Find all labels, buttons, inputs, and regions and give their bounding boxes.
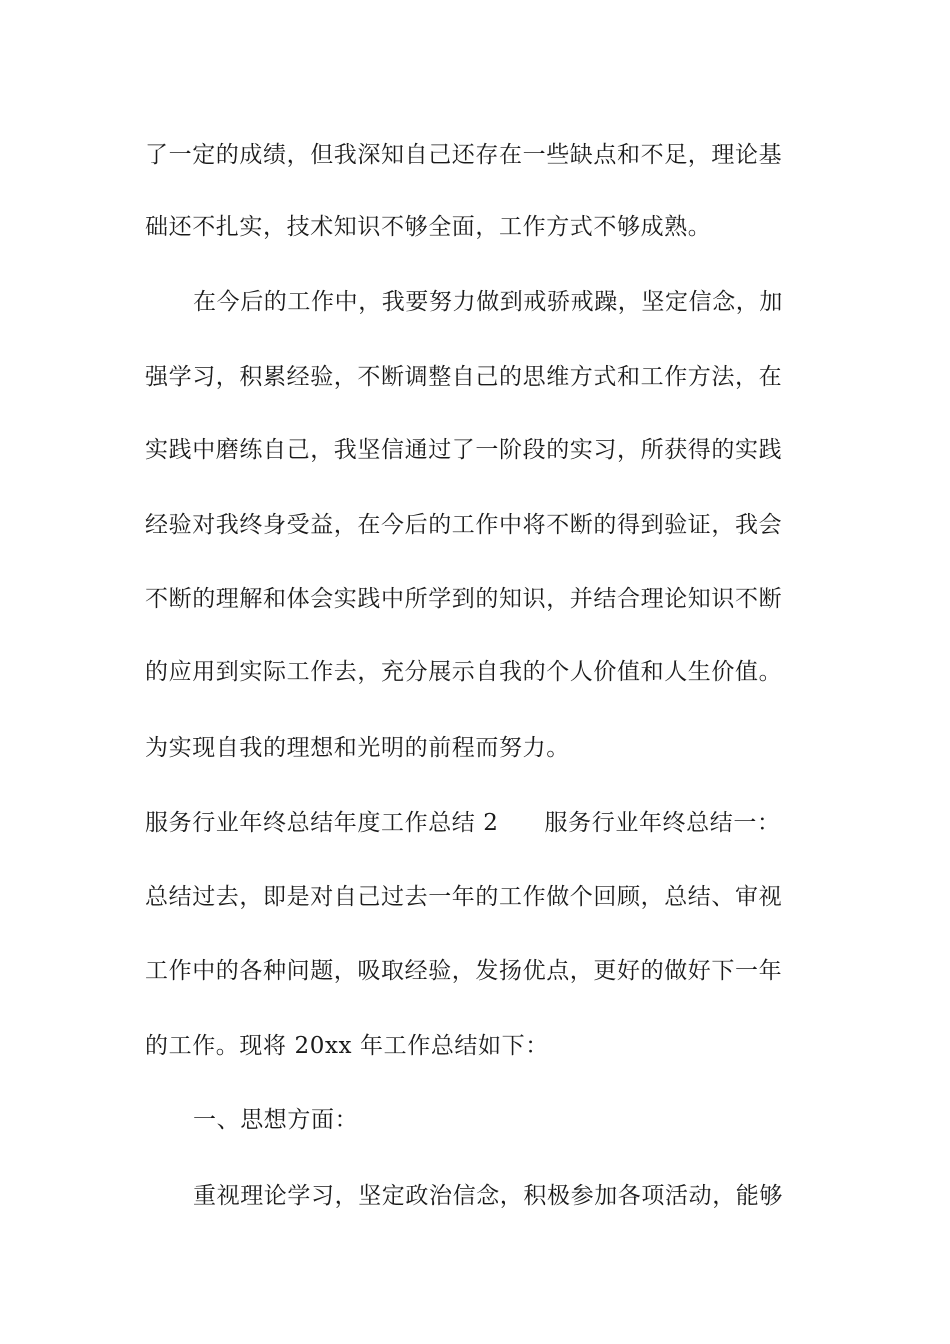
text-line: 了一定的成绩，但我深知自己还存在一些缺点和不足，理论基 bbox=[145, 142, 783, 168]
text-line: 的应用到实际工作去，充分展示自我的个人价值和人生价值。 bbox=[145, 659, 783, 685]
section-heading: 一、思想方面： bbox=[193, 1107, 359, 1133]
text-line: 不断的理解和体会实践中所学到的知识，并结合理论知识不断 bbox=[145, 586, 783, 612]
text-line: 为实现自我的理想和光明的前程而努力。 bbox=[145, 735, 570, 761]
section-subtitle: 服务行业年终总结一： bbox=[544, 810, 781, 836]
text-line: 实践中磨练自己，我坚信通过了一阶段的实习，所获得的实践 bbox=[145, 437, 783, 463]
text-line: 总结过去，即是对自己过去一年的工作做个回顾，总结、审视 bbox=[145, 884, 783, 910]
text-line: 经验对我终身受益，在今后的工作中将不断的得到验证，我会 bbox=[145, 512, 783, 538]
paragraph-first-line: 在今后的工作中，我要努力做到戒骄戒躁，坚定信念，加 bbox=[193, 289, 783, 315]
document-title: 服务行业年终总结年度工作总结 2 bbox=[145, 810, 499, 836]
section-title-line bbox=[145, 808, 781, 838]
paragraph-first-line: 重视理论学习，坚定政治信念，积极参加各项活动，能够 bbox=[193, 1183, 783, 1209]
text-line: 工作中的各种问题，吸取经验，发扬优点，更好的做好下一年 bbox=[145, 958, 783, 984]
text-line: 础还不扎实，技术知识不够全面，工作方式不够成熟。 bbox=[145, 214, 712, 240]
text-line: 强学习，积累经验，不断调整自己的思维方式和工作方法，在 bbox=[145, 364, 783, 390]
text-line: 的工作。现将 20xx 年工作总结如下： bbox=[145, 1033, 549, 1059]
